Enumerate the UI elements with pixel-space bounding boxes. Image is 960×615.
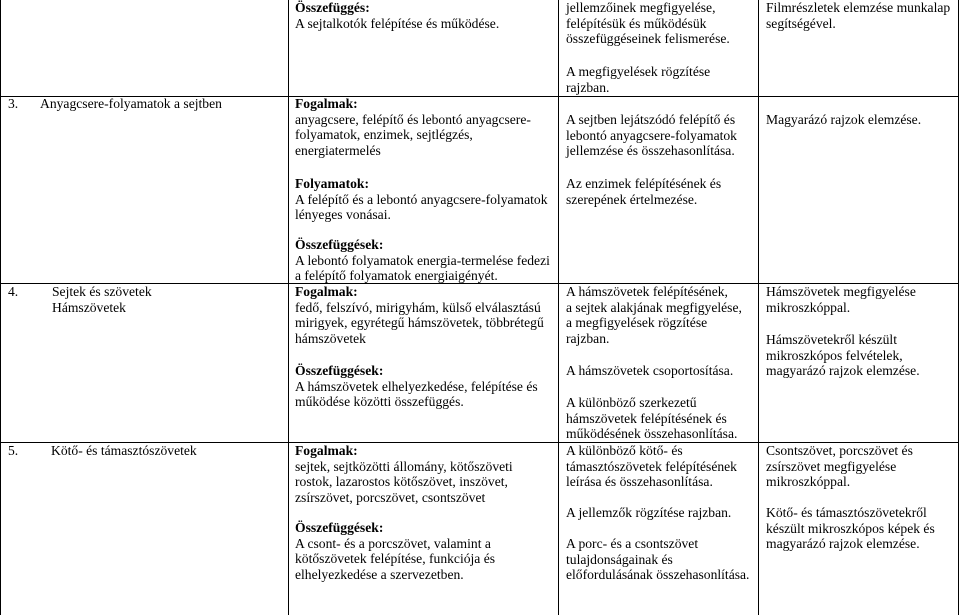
content-heading: Összefüggések: <box>295 237 384 252</box>
content-line: elhelyezkedése a szervezetben. <box>295 567 464 583</box>
content-section <box>295 176 548 223</box>
activity-paragraph <box>566 64 710 95</box>
activity-line: a megfigyelések rögzítése <box>566 315 708 331</box>
topic-title <box>40 96 222 112</box>
method-paragraph <box>766 112 921 128</box>
activity-line: Az enzimek felépítésének és <box>566 176 722 191</box>
content-line: A hámszövetek elhelyezkedése, felépítése és <box>295 378 538 394</box>
activity-paragraph <box>566 112 737 159</box>
content-line: A felépítő és a lebontó anyagcsere-folyamatok <box>295 191 548 207</box>
content-heading: Összefüggések: <box>295 363 384 378</box>
content-line: zsírszövet, porcszövet, csontszövet <box>295 490 486 506</box>
topic-title-line: Hámszövetek <box>52 299 126 315</box>
content-heading: Fogalmak: <box>295 443 358 458</box>
activity-line: jellemzőinek megfigyelése, <box>566 0 716 15</box>
content-line: folyamatok, enzimek, sejtlégzés, <box>295 127 473 143</box>
content-section <box>295 520 495 583</box>
method-line: készült mikroszkópos képek és <box>766 520 935 536</box>
content-line: mirigyek, egyrétegű hámszövetek, többrétegű <box>295 315 544 331</box>
content-line: rostok, lazarostos kötőszövet, inszövet, <box>295 474 508 490</box>
activity-paragraph <box>566 0 730 47</box>
content-heading: Összefüggések: <box>295 520 384 535</box>
content-line: működése közötti összefüggés. <box>295 394 464 410</box>
topic-number: 3. <box>8 96 19 111</box>
method-line: magyarázó rajzok elemzése. <box>766 536 920 552</box>
activity-line: rajzban. <box>566 331 610 347</box>
content-section <box>295 363 538 410</box>
method-line: zsírszövet megfigyelése <box>766 458 897 474</box>
activity-line: felépítésük és működésük <box>566 15 707 31</box>
activity-paragraph <box>566 284 742 347</box>
content-heading: Összefüggés: <box>295 0 370 15</box>
activity-line: rajzban. <box>566 79 610 95</box>
activity-line: A sejtben lejátszódó felépítő és <box>566 112 736 127</box>
activity-line: támasztószövetek felépítésének <box>566 458 737 474</box>
content-section <box>295 96 531 159</box>
topic-title-line: Anyagcsere-folyamatok a sejtben <box>40 96 222 111</box>
method-line: Csontszövet, porcszövet és <box>766 443 913 458</box>
method-line: mikroszkópos felvételek, <box>766 347 903 363</box>
activity-line: jellemzése és összehasonlítása. <box>566 143 735 159</box>
activity-line: A különböző kötő- és <box>566 443 683 458</box>
content-line: A sejtalkotók felépítése és működése. <box>295 15 500 31</box>
content-line: fedő, felszívó, mirigyhám, külső elválasztású <box>295 299 541 315</box>
method-line: Kötő- és támasztószövetekről <box>766 505 927 520</box>
activity-line: tulajdonságainak és <box>566 551 673 567</box>
method-paragraph <box>766 443 913 490</box>
content-section <box>295 0 499 31</box>
table-left-border <box>0 0 1 615</box>
content-section <box>295 237 550 284</box>
activity-paragraph <box>566 363 733 379</box>
topic-title <box>51 443 197 459</box>
activity-line: A megfigyelések rögzítése <box>566 64 711 79</box>
topic-number: 4. <box>8 284 19 299</box>
content-line: kötőszövetek felépítése, funkciója és <box>295 551 496 567</box>
content-heading: Fogalmak: <box>295 96 358 111</box>
activity-line: a sejtek alakjának megfigyelése, <box>566 299 742 315</box>
activity-paragraph <box>566 443 737 490</box>
content-section <box>295 443 513 506</box>
activity-line: összefüggéseinek felismerése. <box>566 31 730 47</box>
activity-line: A jellemzők rögzítése rajzban. <box>566 505 732 520</box>
content-section <box>295 284 544 347</box>
topic-title-line: Kötő- és támasztószövetek <box>51 443 197 458</box>
activity-line: A hámszövetek csoportosítása. <box>566 363 734 378</box>
activity-paragraph <box>566 176 721 207</box>
activity-line: A különböző szerkezetű <box>566 395 697 410</box>
content-line: energiatermelés <box>295 143 381 159</box>
activity-paragraph <box>566 395 737 442</box>
method-line: magyarázó rajzok elemzése. <box>766 363 920 379</box>
method-paragraph <box>766 505 935 552</box>
method-line: Filmrészletek elemzése munkalap <box>766 0 951 15</box>
topic-number: 5. <box>8 443 19 458</box>
activity-line: leírása és összehasonlítása. <box>566 474 713 490</box>
method-line: mikroszkóppal. <box>766 474 851 490</box>
activity-paragraph <box>566 536 749 583</box>
activity-paragraph <box>566 505 731 521</box>
method-line: mikroszkóppal. <box>766 299 851 315</box>
content-line: a felépítő folyamatok energiaigényét. <box>295 268 498 284</box>
method-paragraph <box>766 284 916 315</box>
method-line: Hámszövetek megfigyelése <box>766 284 916 299</box>
content-line: anyagcsere, felépítő és lebontó anyagcsere- <box>295 111 531 127</box>
content-line: A lebontó folyamatok energia-termelése fedezi <box>295 252 550 268</box>
activity-line: A porc- és a csontszövet <box>566 536 699 551</box>
column-divider <box>758 0 759 615</box>
content-line: lényeges vonásai. <box>295 207 391 223</box>
activity-line: előfordulásának összehasonlítása. <box>566 567 750 583</box>
column-divider <box>558 0 559 615</box>
topic-title-line: Sejtek és szövetek <box>52 284 152 299</box>
activity-line: működésének összehasonlítása. <box>566 426 738 442</box>
content-line: sejtek, sejtközötti állomány, kötőszöveti <box>295 458 513 474</box>
activity-line: A hámszövetek felépítésének, <box>566 284 728 299</box>
content-line: hámszövetek <box>295 331 366 347</box>
column-divider <box>288 0 289 615</box>
method-paragraph <box>766 332 920 379</box>
table-right-border <box>958 0 959 615</box>
method-line: Magyarázó rajzok elemzése. <box>766 112 922 127</box>
method-line: Hámszövetekről készült <box>766 332 897 347</box>
method-line: segítségével. <box>766 15 836 31</box>
activity-line: hámszövetek felépítésének és <box>566 410 727 426</box>
content-heading: Folyamatok: <box>295 176 370 191</box>
content-heading: Fogalmak: <box>295 284 358 299</box>
topic-title <box>52 284 152 315</box>
content-line: A csont- és a porcszövet, valamint a <box>295 535 491 551</box>
activity-line: szerepének értelmezése. <box>566 191 698 207</box>
activity-line: lebontó anyagcsere-folyamatok <box>566 127 737 143</box>
method-paragraph <box>766 0 950 31</box>
